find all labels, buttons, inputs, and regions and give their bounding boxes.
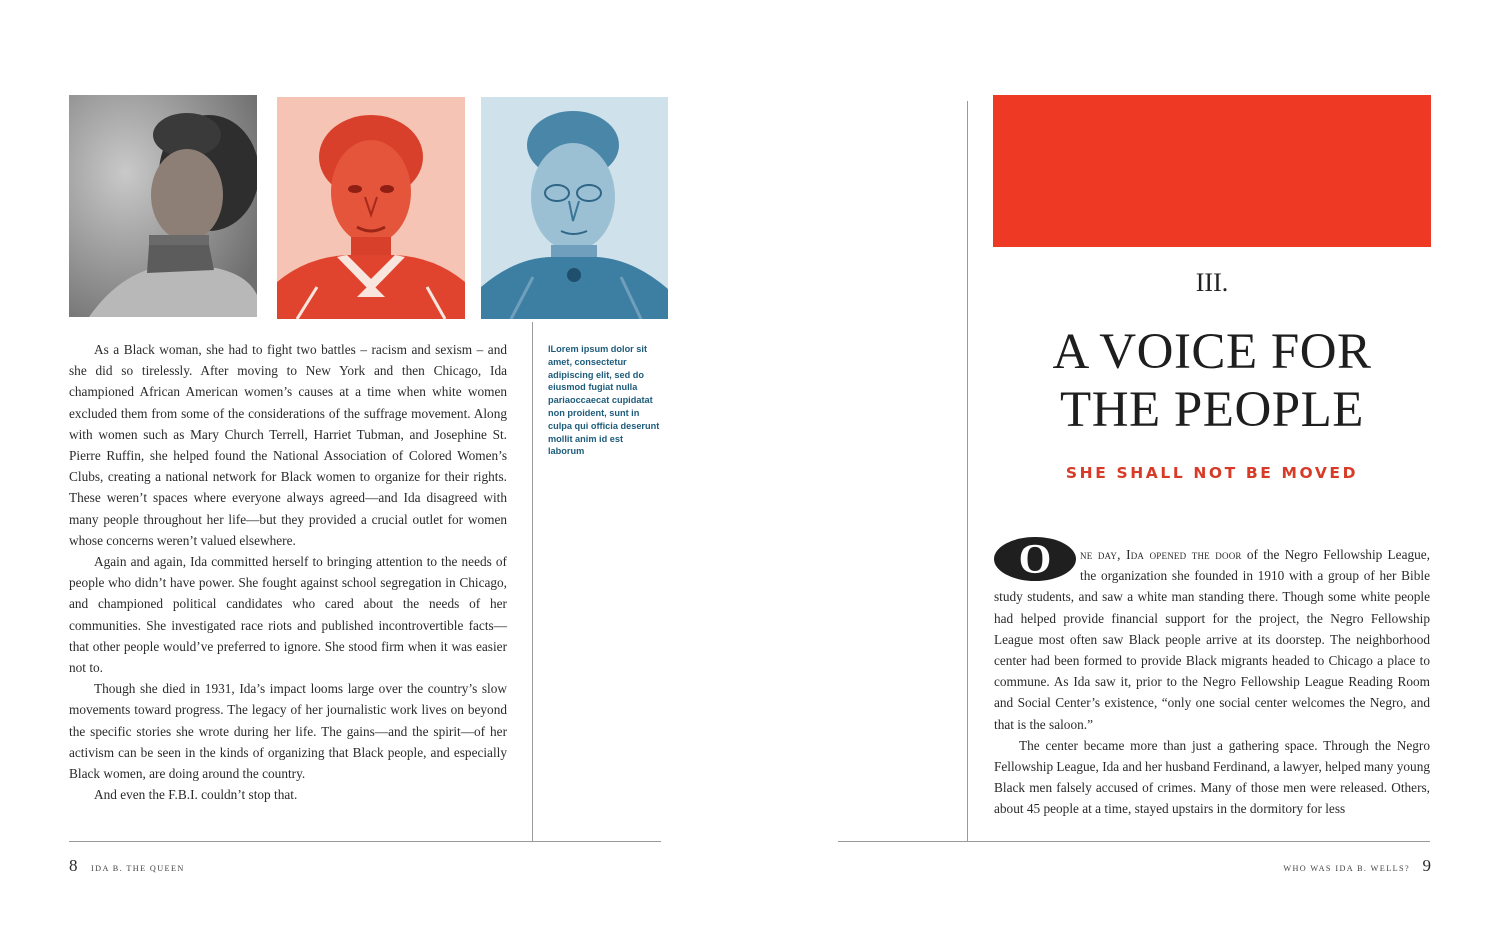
running-head-left: IDA B. THE QUEEN	[91, 864, 185, 873]
page-number-right: 9	[1422, 856, 1431, 875]
left-body-text	[69, 339, 507, 805]
dropcap-letter: O	[1018, 537, 1052, 581]
paragraph: And even the F.B.I. couldn’t stop that.	[94, 787, 298, 803]
photo-portrait-blue	[481, 97, 668, 319]
paragraph: The center became more than just a gathering space. Through the Negro Fellowship League, Ida and her husband Ferdinand, a lawyer, helped many young Black men falsely accused of crimes. Many of those men were released. Others, about 45 people at a time, stayed upstairs in the dormitory for less	[994, 737, 1430, 817]
chapter-title-line: THE PEOPLE	[1060, 382, 1364, 438]
paragraph: Again and again, Ida committed herself to bringing attention to the needs of people who didn’t have power. She fought against school segregation in Chicago, and championed political candidates who cared about the needs of her communities. She investigated race riots and published incontrovertible facts—that other people would’ve preferred to ignore. She stood firm when it was easier not to.	[69, 554, 507, 676]
paragraph: As a Black woman, she had to fight two battles – racism and sexism – and she did so tirelessly. After moving to New York and then Chicago, Ida championed African American women’s causes at a time when white women excluded them from some of the considerations of the suffrage movement. Along with women such as Mary Church Terrell, Harriet Tubman, and Josephine St. Pierre Ruffin, she helped found the National Association of Colored Women’s Clubs, creating a national network for Black women to organize for their rights. These weren’t spaces where everyone always agreed—and Ida disagreed with many people throughout her life—but they provided a crucial outlet for women whose concerns weren’t valued elsewhere.	[69, 342, 507, 548]
column-divider	[532, 322, 533, 842]
photo-portrait-grayscale	[69, 95, 257, 317]
chapter-subtitle: SHE SHALL NOT BE MOVED	[1065, 464, 1359, 482]
chapter-color-block	[993, 95, 1431, 247]
running-head-right: WHO WAS IDA B. WELLS?	[1283, 864, 1410, 873]
right-body-text	[994, 544, 1430, 826]
paragraph: Though she died in 1931, Ida’s impact looms large over the country’s slow movements toward progress. The legacy of her journalistic work lives on beyond the specific stories she wrote during her life. The gains—and the spirit—of her activism can be seen in the kinds of organizing that Black people, and especially Black women, are doing around the country.	[69, 681, 507, 782]
lead-in: ne day, Ida opened the door	[1080, 547, 1242, 562]
chapter-title-line: A VOICE FOR	[1052, 324, 1372, 380]
footer-rule-right	[838, 841, 1430, 842]
gutter-divider	[967, 101, 968, 842]
paragraph-text: of the Negro Fellowship League, the organization she founded in 1910 with a group of her Bible study students, and saw a white man standing there. Though some white people had helped provide financial support for the project, the Negro Fellowship League most often saw Black people arrive at its doorstep. The neighborhood center had been formed to provide Black migrants headed to Chicago a place to commune. As Ida saw it, prior to the Negro Fellowship League Reading Room and Social Center’s existence, “only one social center welcomes the Negro, and that is the saloon.”	[994, 547, 1430, 732]
photo-portrait-red	[277, 97, 465, 319]
sidenote: lLorem ipsum dolor sit amet, consectetur adipiscing elit, sed do eiusmod fugiat nulla pariaoccaecat cupidatat non proident, sunt in culpa qui officia deserunt mollit anim id est laborum	[548, 344, 660, 457]
paragraph	[994, 544, 1430, 735]
chapter-title	[993, 323, 1431, 439]
footer-rule-left	[69, 841, 661, 842]
chapter-number: III.	[1195, 268, 1229, 297]
page-number-left: 8	[69, 856, 78, 875]
dropcap-spacer	[994, 544, 1080, 584]
